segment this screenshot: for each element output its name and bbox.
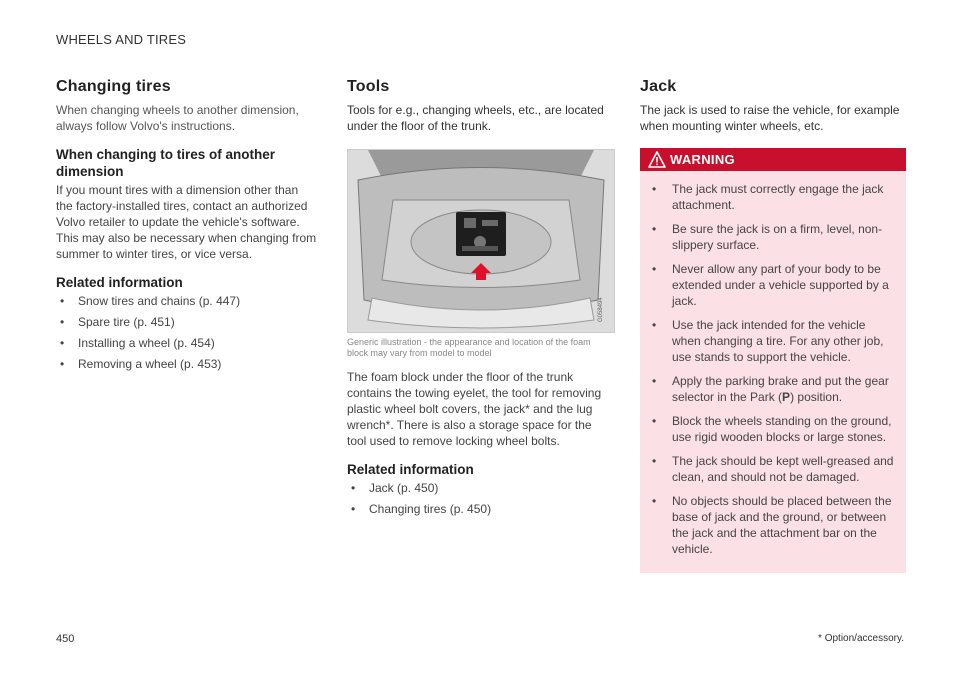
warning-box <box>640 148 906 573</box>
column-changing-tires <box>56 78 318 377</box>
warning-item: • The jack must correctly engage the jack attachment. <box>650 181 896 213</box>
changing-tires-intro: When changing wheels to another dimension, always follow Volvo's instructions. <box>56 103 299 133</box>
warning-item: • The jack should be kept well-greased and clean, and should not be damaged. <box>650 453 896 485</box>
related-link-snow-tires[interactable]: • Snow tires and chains (p. 447) <box>56 293 318 309</box>
tools-title: Tools <box>347 78 390 95</box>
tools-related-list <box>347 480 613 517</box>
trunk-illustration <box>347 149 615 333</box>
figure-caption: Generic illustration - the appearance and location of the foam block may vary from model to model <box>347 337 591 358</box>
park-symbol: P <box>782 390 791 404</box>
park-text-pre: Apply the parking brake and put the gear selector in the Park ( <box>672 374 889 404</box>
related-link-removing-wheel[interactable]: • Removing a wheel (p. 453) <box>56 356 318 372</box>
changing-tires-title: Changing tires <box>56 78 171 95</box>
column-jack <box>640 78 906 573</box>
column-tools <box>347 78 613 522</box>
warning-item: • No objects should be placed between the base of jack and the ground, or between the jack and the attachment bar on the vehicle. <box>650 493 896 557</box>
related-link-spare-tire[interactable]: • Spare tire (p. 451) <box>56 314 318 330</box>
warning-title: WARNING <box>670 152 735 167</box>
related-info-list <box>56 293 318 372</box>
jack-title: Jack <box>640 78 677 95</box>
warning-item: • Be sure the jack is on a firm, level, non-slippery surface. <box>650 221 896 253</box>
warning-item: • Block the wheels standing on the ground, use rigid wooden blocks or large stones. <box>650 413 896 445</box>
warning-header <box>640 148 906 171</box>
tools-intro: Tools for e.g., changing wheels, etc., are located under the floor of the trunk. <box>347 103 604 133</box>
jack-intro: The jack is used to raise the vehicle, for example when mounting winter wheels, etc. <box>640 103 900 133</box>
changing-tires-subheading: When changing to tires of another dimension <box>56 147 275 179</box>
related-link-changing-tires[interactable]: • Changing tires (p. 450) <box>347 501 613 517</box>
warning-triangle-icon <box>648 151 666 168</box>
warning-list <box>640 171 906 557</box>
footnote: * Option/accessory. <box>818 633 904 644</box>
trunk-drawing <box>348 150 614 332</box>
related-info-heading: Related information <box>56 275 183 290</box>
tools-related-heading: Related information <box>347 462 474 477</box>
related-link-jack[interactable]: • Jack (p. 450) <box>347 480 613 496</box>
warning-item: • Never allow any part of your body to be extended under a vehicle supported by a jack. <box>650 261 896 309</box>
warning-item: • Use the jack intended for the vehicle when changing a tire. For any other job, use stands to support the vehicle. <box>650 317 896 365</box>
warning-item-park <box>650 373 896 405</box>
page-number: 450 <box>56 633 75 645</box>
section-header: WHEELS AND TIRES <box>56 32 187 47</box>
changing-tires-body: If you mount tires with a dimension other than the factory-installed tires, contact an authorized Volvo retailer to update the vehicle's software. This may also be necessary when changing from summer to winter tires, or vice versa. <box>56 183 317 261</box>
park-text-post: ) position. <box>790 390 843 404</box>
figure-code: G058494 <box>598 297 604 322</box>
tools-body: The foam block under the floor of the trunk contains the towing eyelet, the tool for removing plastic wheel bolt covers, the jack* and the lug wrench*. There is also a storage space for the tool used to remove locking wheel bolts. <box>347 370 602 448</box>
related-link-installing-wheel[interactable]: • Installing a wheel (p. 454) <box>56 335 318 351</box>
